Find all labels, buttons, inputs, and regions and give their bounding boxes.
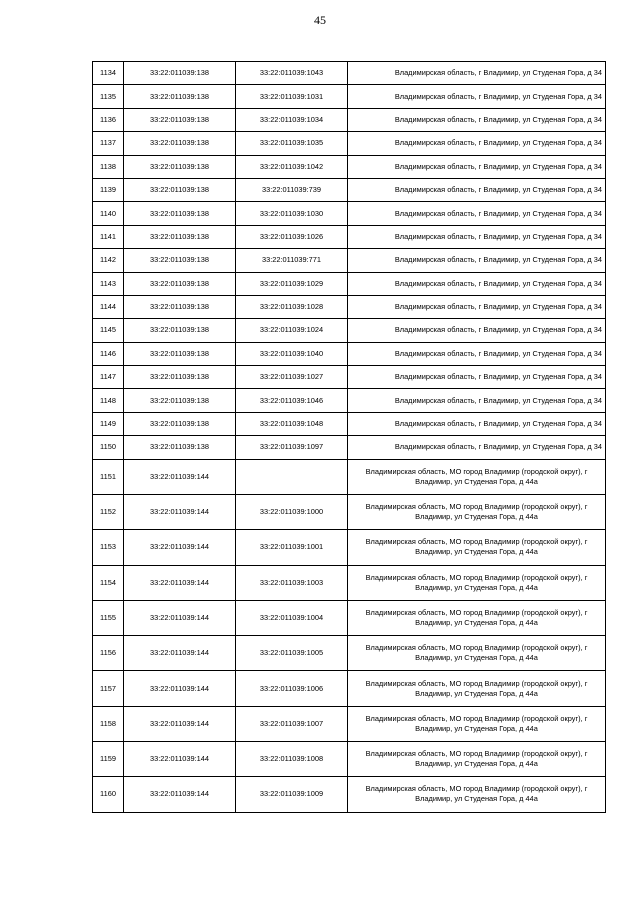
cadastral-number-cell: 33:22:011039:144 [124,459,236,494]
row-number-cell: 1149 [93,412,124,435]
cadastral-number-cell: 33:22:011039:144 [124,777,236,812]
row-number-cell: 1155 [93,600,124,635]
table-row [93,494,606,529]
row-number-cell: 1156 [93,636,124,671]
row-number-cell: 1153 [93,530,124,565]
object-number-cell: 33:22:011039:1027 [236,366,348,389]
cadastral-number-cell: 33:22:011039:144 [124,600,236,635]
row-number-cell: 1152 [93,494,124,529]
table-row [93,155,606,178]
cadastral-number-cell: 33:22:011039:138 [124,249,236,272]
row-number-cell: 1159 [93,742,124,777]
row-number-cell: 1145 [93,319,124,342]
cadastral-number-cell: 33:22:011039:138 [124,225,236,248]
object-number-cell: 33:22:011039:1005 [236,636,348,671]
row-number-cell: 1139 [93,178,124,201]
object-number-cell: 33:22:011039:1026 [236,225,348,248]
cadastral-number-cell: 33:22:011039:138 [124,342,236,365]
cadastral-number-cell: 33:22:011039:138 [124,132,236,155]
cadastral-number-cell: 33:22:011039:144 [124,565,236,600]
cadastral-number-cell: 33:22:011039:138 [124,202,236,225]
address-cell: Владимирская область, г Владимир, ул Студеная Гора, д 34 [348,155,606,178]
row-number-cell: 1142 [93,249,124,272]
object-number-cell: 33:22:011039:1048 [236,412,348,435]
cadastral-number-cell: 33:22:011039:144 [124,636,236,671]
object-number-cell: 33:22:011039:1003 [236,565,348,600]
object-number-cell: 33:22:011039:1042 [236,155,348,178]
table-row [93,412,606,435]
address-cell: Владимирская область, г Владимир, ул Студеная Гора, д 34 [348,295,606,318]
address-cell: Владимирская область, МО город Владимир (городской округ), г Владимир, ул Студеная Гора, д 44а [348,742,606,777]
object-number-cell: 33:22:011039:1006 [236,671,348,706]
registry-table [92,61,606,813]
page-number: 45 [314,13,326,27]
cadastral-number-cell: 33:22:011039:144 [124,706,236,741]
cadastral-number-cell: 33:22:011039:138 [124,85,236,108]
address-cell: Владимирская область, г Владимир, ул Студеная Гора, д 34 [348,249,606,272]
object-number-cell: 33:22:011039:1028 [236,295,348,318]
table-row [93,62,606,85]
cadastral-number-cell: 33:22:011039:138 [124,366,236,389]
object-number-cell: 33:22:011039:1035 [236,132,348,155]
table-row [93,389,606,412]
row-number-cell: 1135 [93,85,124,108]
address-cell: Владимирская область, МО город Владимир (городской округ), г Владимир, ул Студеная Гора, д 44а [348,671,606,706]
table-row [93,600,606,635]
object-number-cell: 33:22:011039:1001 [236,530,348,565]
registry-table-body [93,62,606,813]
cadastral-number-cell: 33:22:011039:138 [124,108,236,131]
object-number-cell: 33:22:011039:1004 [236,600,348,635]
table-row [93,366,606,389]
cadastral-number-cell: 33:22:011039:138 [124,295,236,318]
address-cell: Владимирская область, г Владимир, ул Студеная Гора, д 34 [348,342,606,365]
table-row [93,108,606,131]
address-cell: Владимирская область, МО город Владимир (городской округ), г Владимир, ул Студеная Гора, д 44а [348,459,606,494]
object-number-cell: 33:22:011039:1046 [236,389,348,412]
cadastral-number-cell: 33:22:011039:138 [124,62,236,85]
row-number-cell: 1147 [93,366,124,389]
cadastral-number-cell: 33:22:011039:138 [124,389,236,412]
row-number-cell: 1143 [93,272,124,295]
object-number-cell: 33:22:011039:771 [236,249,348,272]
address-cell: Владимирская область, г Владимир, ул Студеная Гора, д 34 [348,62,606,85]
object-number-cell: 33:22:011039:1043 [236,62,348,85]
row-number-cell: 1151 [93,459,124,494]
address-cell: Владимирская область, г Владимир, ул Студеная Гора, д 34 [348,202,606,225]
row-number-cell: 1138 [93,155,124,178]
row-number-cell: 1158 [93,706,124,741]
object-number-cell: 33:22:011039:1029 [236,272,348,295]
table-row [93,777,606,812]
address-cell: Владимирская область, г Владимир, ул Студеная Гора, д 34 [348,366,606,389]
cadastral-number-cell: 33:22:011039:138 [124,272,236,295]
address-cell: Владимирская область, г Владимир, ул Студеная Гора, д 34 [348,225,606,248]
table-row [93,132,606,155]
row-number-cell: 1140 [93,202,124,225]
object-number-cell: 33:22:011039:1009 [236,777,348,812]
cadastral-number-cell: 33:22:011039:138 [124,436,236,459]
table-row [93,272,606,295]
row-number-cell: 1157 [93,671,124,706]
address-cell: Владимирская область, г Владимир, ул Студеная Гора, д 34 [348,85,606,108]
object-number-cell: 33:22:011039:1040 [236,342,348,365]
cadastral-number-cell: 33:22:011039:138 [124,155,236,178]
table-row [93,636,606,671]
object-number-cell [236,459,348,494]
table-row [93,85,606,108]
object-number-cell: 33:22:011039:1034 [236,108,348,131]
address-cell: Владимирская область, г Владимир, ул Студеная Гора, д 34 [348,389,606,412]
table-row [93,249,606,272]
cadastral-number-cell: 33:22:011039:144 [124,742,236,777]
row-number-cell: 1134 [93,62,124,85]
row-number-cell: 1146 [93,342,124,365]
row-number-cell: 1136 [93,108,124,131]
object-number-cell: 33:22:011039:1000 [236,494,348,529]
object-number-cell: 33:22:011039:1030 [236,202,348,225]
table-row [93,671,606,706]
table-row [93,459,606,494]
row-number-cell: 1150 [93,436,124,459]
address-cell: Владимирская область, МО город Владимир (городской округ), г Владимир, ул Студеная Гора, д 44а [348,565,606,600]
object-number-cell: 33:22:011039:1007 [236,706,348,741]
cadastral-number-cell: 33:22:011039:144 [124,671,236,706]
table-row [93,706,606,741]
table-row [93,436,606,459]
cadastral-number-cell: 33:22:011039:144 [124,494,236,529]
cadastral-number-cell: 33:22:011039:138 [124,412,236,435]
object-number-cell: 33:22:011039:1024 [236,319,348,342]
address-cell: Владимирская область, МО город Владимир (городской округ), г Владимир, ул Студеная Гора, д 44а [348,636,606,671]
address-cell: Владимирская область, МО город Владимир (городской округ), г Владимир, ул Студеная Гора, д 44а [348,530,606,565]
table-row [93,202,606,225]
address-cell: Владимирская область, г Владимир, ул Студеная Гора, д 34 [348,412,606,435]
row-number-cell: 1148 [93,389,124,412]
address-cell: Владимирская область, МО город Владимир (городской округ), г Владимир, ул Студеная Гора, д 44а [348,600,606,635]
address-cell: Владимирская область, г Владимир, ул Студеная Гора, д 34 [348,132,606,155]
object-number-cell: 33:22:011039:1097 [236,436,348,459]
object-number-cell: 33:22:011039:1008 [236,742,348,777]
row-number-cell: 1144 [93,295,124,318]
table-row [93,319,606,342]
table-row [93,530,606,565]
object-number-cell: 33:22:011039:1031 [236,85,348,108]
row-number-cell: 1141 [93,225,124,248]
cadastral-number-cell: 33:22:011039:144 [124,530,236,565]
row-number-cell: 1137 [93,132,124,155]
address-cell: Владимирская область, г Владимир, ул Студеная Гора, д 34 [348,436,606,459]
cadastral-number-cell: 33:22:011039:138 [124,319,236,342]
table-row [93,342,606,365]
object-number-cell: 33:22:011039:739 [236,178,348,201]
table-row [93,225,606,248]
address-cell: Владимирская область, г Владимир, ул Студеная Гора, д 34 [348,108,606,131]
address-cell: Владимирская область, г Владимир, ул Студеная Гора, д 34 [348,319,606,342]
table-row [93,178,606,201]
address-cell: Владимирская область, МО город Владимир (городской округ), г Владимир, ул Студеная Гора, д 44а [348,494,606,529]
row-number-cell: 1154 [93,565,124,600]
table-row [93,295,606,318]
address-cell: Владимирская область, г Владимир, ул Студеная Гора, д 34 [348,178,606,201]
row-number-cell: 1160 [93,777,124,812]
cadastral-number-cell: 33:22:011039:138 [124,178,236,201]
address-cell: Владимирская область, МО город Владимир (городской округ), г Владимир, ул Студеная Гора, д 44а [348,706,606,741]
table-row [93,742,606,777]
address-cell: Владимирская область, г Владимир, ул Студеная Гора, д 34 [348,272,606,295]
address-cell: Владимирская область, МО город Владимир (городской округ), г Владимир, ул Студеная Гора, д 44а [348,777,606,812]
table-row [93,565,606,600]
